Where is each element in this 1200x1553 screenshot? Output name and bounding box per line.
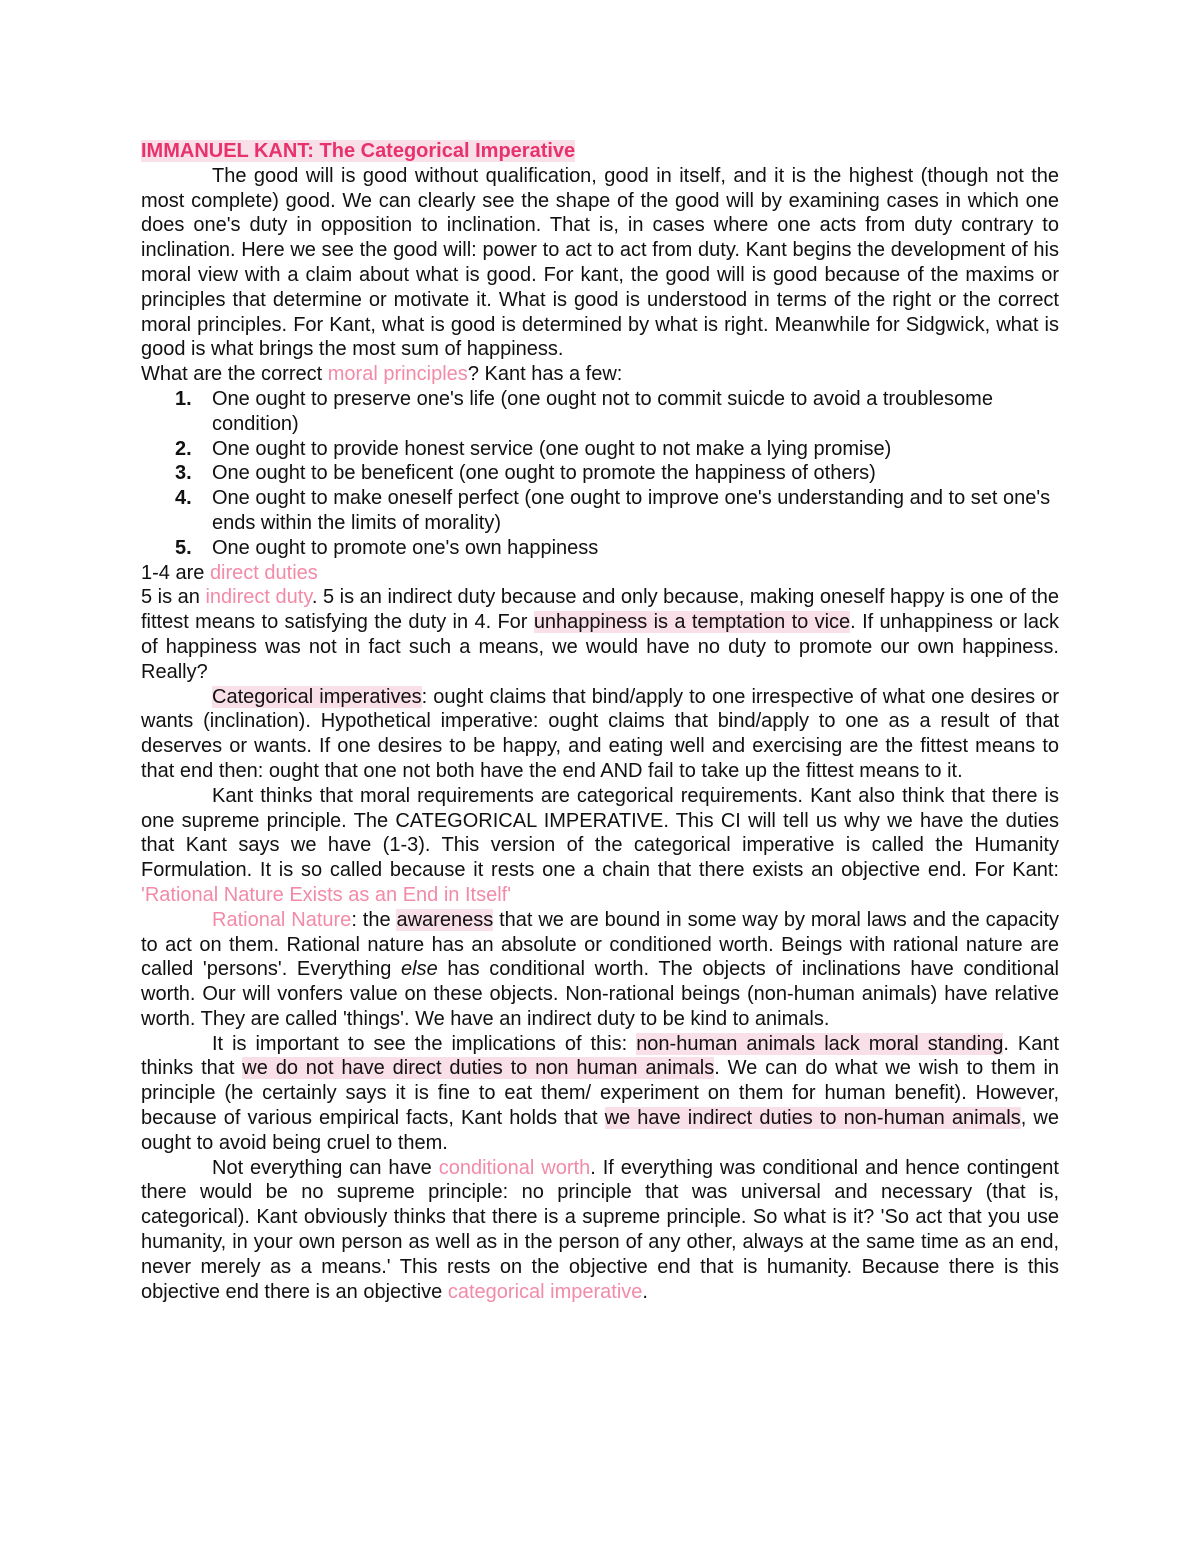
question-pre: What are the correct xyxy=(141,363,328,386)
paragraph-implications xyxy=(141,1032,1059,1156)
list-number: 3. xyxy=(175,462,192,485)
list-item xyxy=(175,461,1059,486)
list-number: 4. xyxy=(175,487,192,510)
paragraph-categorical-imperatives xyxy=(141,685,1059,784)
categorical-imperative-term: categorical imperative xyxy=(447,1280,643,1303)
highlight-awareness: awareness xyxy=(396,908,494,931)
highlight-direct-duties: we do not have direct duties to non human animals xyxy=(242,1057,715,1080)
rational-nature-term: Rational Nature xyxy=(212,908,352,931)
kant-text: Kant thinks that moral requirements are categorical requirements. Kant also think that there is one supreme principle. The CATEGORICAL IMPERATIVE. This CI will tell us why we have the duties that Kant says we have (1-3). This version of the categorical imperative is called the Humanity Formulation. It is so called because it rests one a chain that there exists an objective end. For Kant: xyxy=(141,784,1059,882)
direct-duties-term: direct duties xyxy=(209,561,318,584)
paragraph-direct-duties xyxy=(141,561,1059,586)
list-text: One ought to preserve one's life (one ought not to commit suicde to avoid a troublesome condition) xyxy=(212,387,993,435)
moral-principles-term: moral principles xyxy=(327,363,468,386)
direct-pre: 1-4 are xyxy=(141,561,210,584)
last-post: . xyxy=(642,1280,648,1303)
list-text: One ought to provide honest service (one ought to not make a lying promise) xyxy=(212,437,892,460)
list-item xyxy=(175,486,1059,536)
list-number: 2. xyxy=(175,437,192,460)
ci-post: : ought claims that bind/apply to one irrespective of what one desires or wants (inclination). Hypothetical imperative: ought claims that bind/apply to one as a result of that deserves or wants. If one desires to be happy, and eating well and exercising are the fittest means to that end then: ought that one not both have the end AND fail to take up the fittest means to it. xyxy=(141,685,1059,782)
list-item xyxy=(175,437,1059,462)
question-post: ? Kant has a few: xyxy=(467,363,623,386)
paragraph-conditional-worth xyxy=(141,1156,1059,1305)
indirect-mid: . 5 is an indirect duty because and only because, making oneself happy is one of the fittest means to satisfying the duty in 4. For xyxy=(141,586,1059,634)
highlight-indirect-duties: we have indirect duties to non-human animals xyxy=(604,1107,1021,1130)
indirect-post: . If unhappiness or lack of happiness was not in fact such a means, we would have no duty to promote our own happiness. Really? xyxy=(141,611,1059,683)
list-text: One ought to promote one's own happiness xyxy=(212,536,599,559)
imp-post: , we ought to avoid being cruel to them. xyxy=(141,1107,1059,1154)
emphasis-else: else xyxy=(401,958,438,981)
title-line xyxy=(141,139,1059,164)
imp-pre: It is important to see the implications of this: xyxy=(212,1032,637,1055)
list-number: 1. xyxy=(175,387,192,410)
highlight-temptation: unhappiness is a temptation to vice xyxy=(533,611,851,634)
rn-mid: that we are bound in some way by moral laws and the capacity to act on them. Rational nature has an absolute or conditioned worth. Beings with rational nature are called 'persons'. Everything xyxy=(141,908,1059,981)
principles-list xyxy=(141,387,1059,561)
paragraph-kant-thinks xyxy=(141,784,1059,908)
list-number: 5. xyxy=(175,536,192,559)
paragraph-rational-nature xyxy=(141,908,1059,1032)
paragraph-question xyxy=(141,362,1059,387)
conditional-worth-term: conditional worth xyxy=(438,1156,591,1179)
rn-pre: : the xyxy=(351,908,397,931)
list-item xyxy=(175,536,1059,561)
paragraph-indirect-duty xyxy=(141,585,1059,684)
rational-nature-quote: 'Rational Nature Exists as an End in Itself' xyxy=(141,883,512,906)
indirect-duty-term: indirect duty xyxy=(205,586,312,609)
imp-mid1: . Kant thinks that xyxy=(141,1032,1060,1080)
document-title: IMMANUEL KANT: The Categorical Imperative xyxy=(141,140,576,162)
last-pre: Not everything can have xyxy=(212,1156,439,1179)
highlight-moral-standing: non-human animals lack moral standing xyxy=(636,1032,1004,1055)
document-page xyxy=(141,139,1059,1304)
indirect-pre: 5 is an xyxy=(141,586,206,609)
last-mid: . If everything was conditional and hence contingent there would be no supreme principle: no principle that was universal and necessary (that is, categorical). Kant obviously thinks that there is a supreme principle. So what is it? 'So act that you use humanity, in your own person as well as in the person of any other, always at the same time as an end, never merely as a means.' This rests on the objective end that is humanity. Because there is this objective end there is an objective xyxy=(141,1156,1059,1303)
list-item xyxy=(175,387,1059,437)
rn-post: has conditional worth. The objects of inclinations have conditional worth. Our will vonfers value on these objects. Non-rational beings (non-human animals) have relative worth. They are called 'things'. We have an indirect duty to be kind to animals. xyxy=(141,958,1060,1030)
highlight-categorical-imperatives: Categorical imperatives xyxy=(212,685,422,708)
paragraph-good-will: The good will is good without qualification, good in itself, and it is the highest (though not the most complete) good. We can clearly see the shape of the good will by examining cases in which one does one's duty in opposition to inclination. That is, in cases where one acts from duty contrary to inclination. Here we see the good will: power to act to act from duty. Kant begins the development of his moral view with a claim about what is good. For kant, the good will is good because of the maxims or principles that determine or motivate it. What is good is understood in terms of the right or the correct moral principles. For Kant, what is good is determined by what is right. Meanwhile for Sidgwick, what is good is what brings the most sum of happiness. xyxy=(141,164,1059,361)
list-text: One ought to make oneself perfect (one ought to improve one's understanding and to set one's ends within the limits of morality) xyxy=(212,487,1051,534)
list-text: One ought to be beneficent (one ought to promote the happiness of others) xyxy=(212,462,876,485)
imp-mid2: . We can do what we wish to them in principle (he certainly says it is fine to eat them/ experiment on them for human benefit). However, because of various empirical facts, Kant holds that xyxy=(141,1057,1060,1130)
